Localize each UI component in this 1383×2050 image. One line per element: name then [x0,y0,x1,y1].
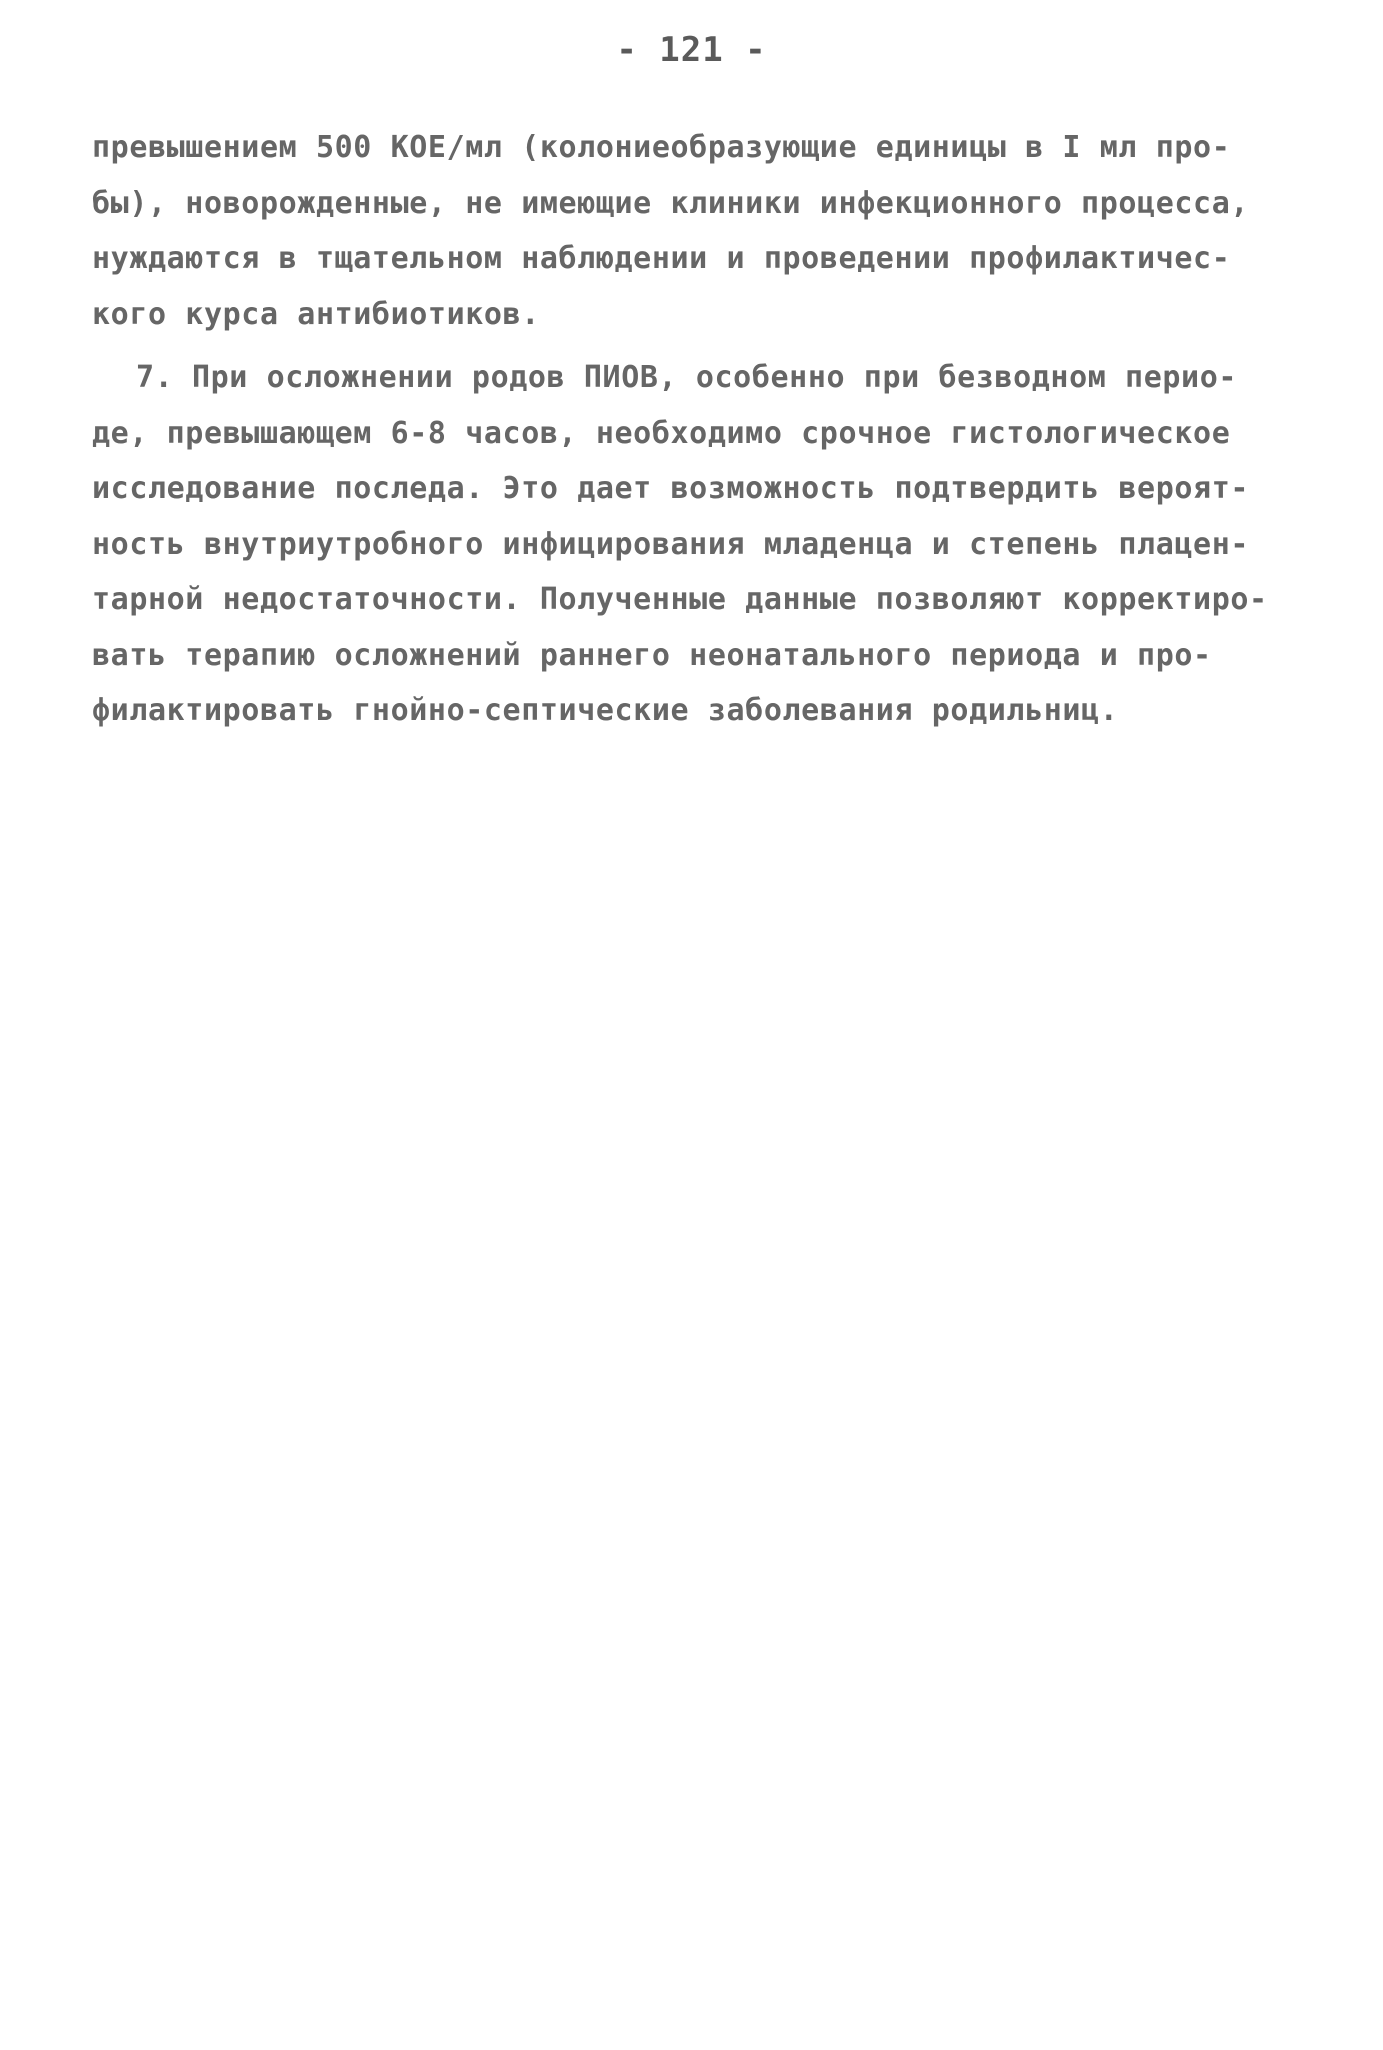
text-line: нуждаются в тщательном наблюдении и проведении профилактичес- [92,241,1231,276]
text-line: филактировать гнойно-септические заболевания родильниц. [92,693,1119,728]
text-line: де, превышающем 6-8 часов, необходимо срочное гистологическое [92,415,1231,451]
page-number: - 121 - [616,30,767,70]
text-line: бы), новорожденные, не имеющие клиники инфекционного процесса, [92,185,1250,221]
text-line: 7. При осложнении родов ПИОВ, особенно при безводном перио- [136,360,1238,395]
paragraph-gap [92,342,1292,350]
body-text [92,120,1292,739]
text-line: тарной недостаточности. Полученные данные позволяют корректиро- [92,582,1268,617]
paragraph [92,120,1292,342]
text-line: исследование последа. Это дает возможность подтвердить вероят- [92,471,1250,506]
text-line: ность внутриутробного инфицирования младенца и степень плацен- [92,526,1250,562]
paragraph [92,350,1292,739]
text-line: превышением 500 КОЕ/мл (колониеобразующие единицы в I мл про- [92,130,1231,165]
text-line: кого курса антибиотиков. [92,296,540,332]
text-line: вать терапию осложнений раннего неонатального периода и про- [92,637,1212,673]
